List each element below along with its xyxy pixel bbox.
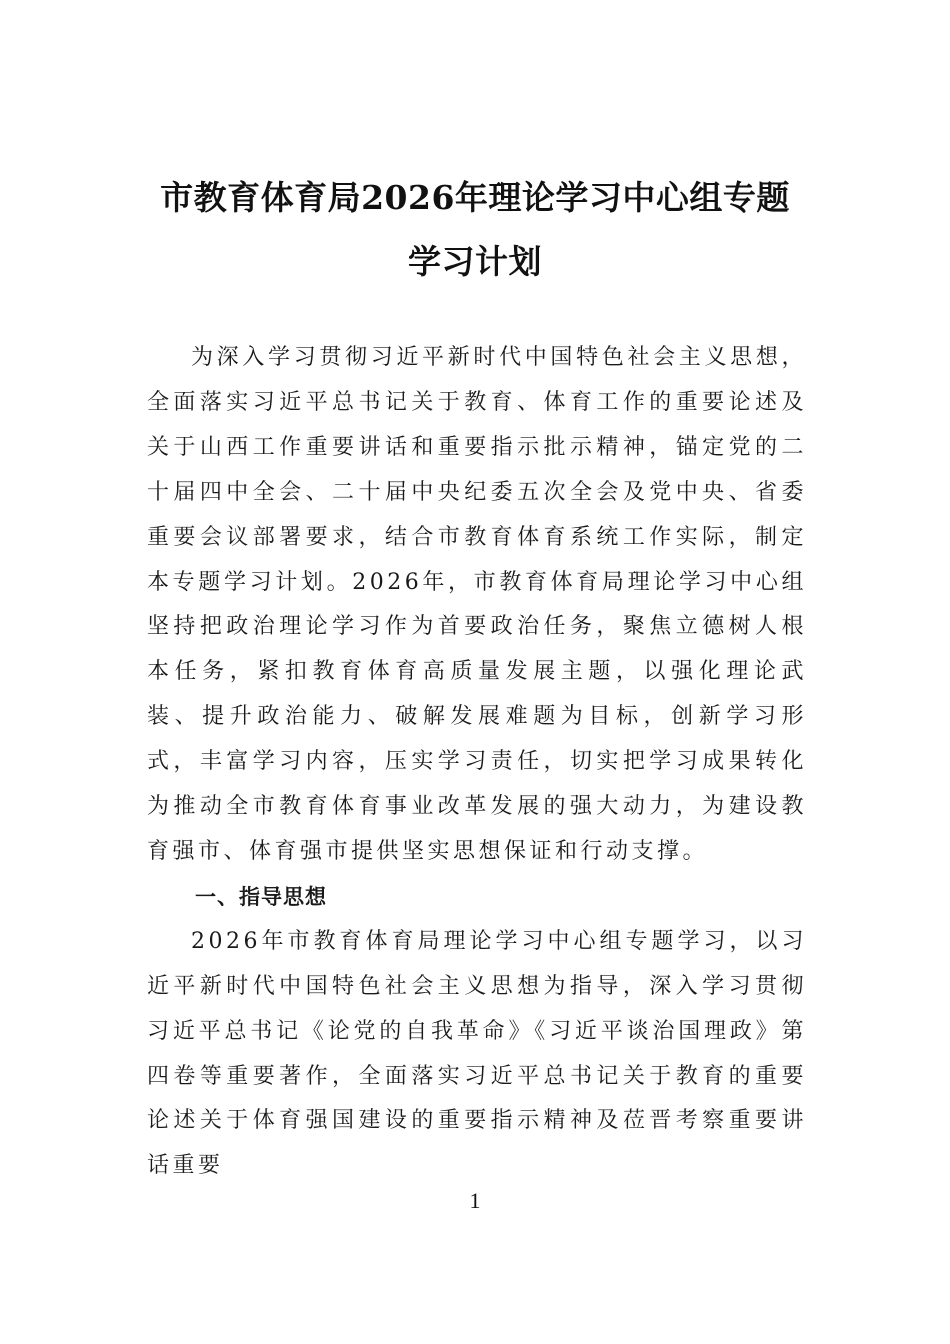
page-number: 1 xyxy=(469,1188,481,1213)
title-line-1: 市教育体育局2026年理论学习中心组专题 xyxy=(160,178,790,217)
section-heading-guiding-ideology: 一、指导思想 xyxy=(195,884,327,909)
title-line-2: 学习计划 xyxy=(408,242,542,281)
document-body xyxy=(147,336,807,1189)
document-title xyxy=(100,166,850,294)
intro-paragraph: 为深入学习贯彻习近平新时代中国特色社会主义思想，全面落实习近平总书记关于教育、体育工作的重要论述及关于山西工作重要讲话和重要指示批示精神，锚定党的二十届四中全会、二十届中央纪委五次全会及党中央、省委重要会议部署要求，结合市教育体育系统工作实际，制定本专题学习计划。2026年，市教育体育局理论学习中心组坚持把政治理论学习作为首要政治任务，聚焦立德树人根本任务，紧扣教育体育高质量发展主题，以强化理论武装、提升政治能力、破解发展难题为目标，创新学习形式，丰富学习内容，压实学习责任，切实把学习成果转化为推动全市教育体育事业改革发展的强大动力，为建设教育强市、体育强市提供坚实思想保证和行动支撑。 xyxy=(147,345,807,864)
guiding-ideology-paragraph: 2026年市教育体育局理论学习中心组专题学习，以习近平新时代中国特色社会主义思想为指导，深入学习贯彻习近平总书记《论党的自我革命》《习近平谈治国理政》第四卷等重要著作，全面落实习近平总书记关于教育的重要论述关于体育强国建设的重要指示精神及莅晋考察重要讲话重要 xyxy=(147,928,807,1179)
